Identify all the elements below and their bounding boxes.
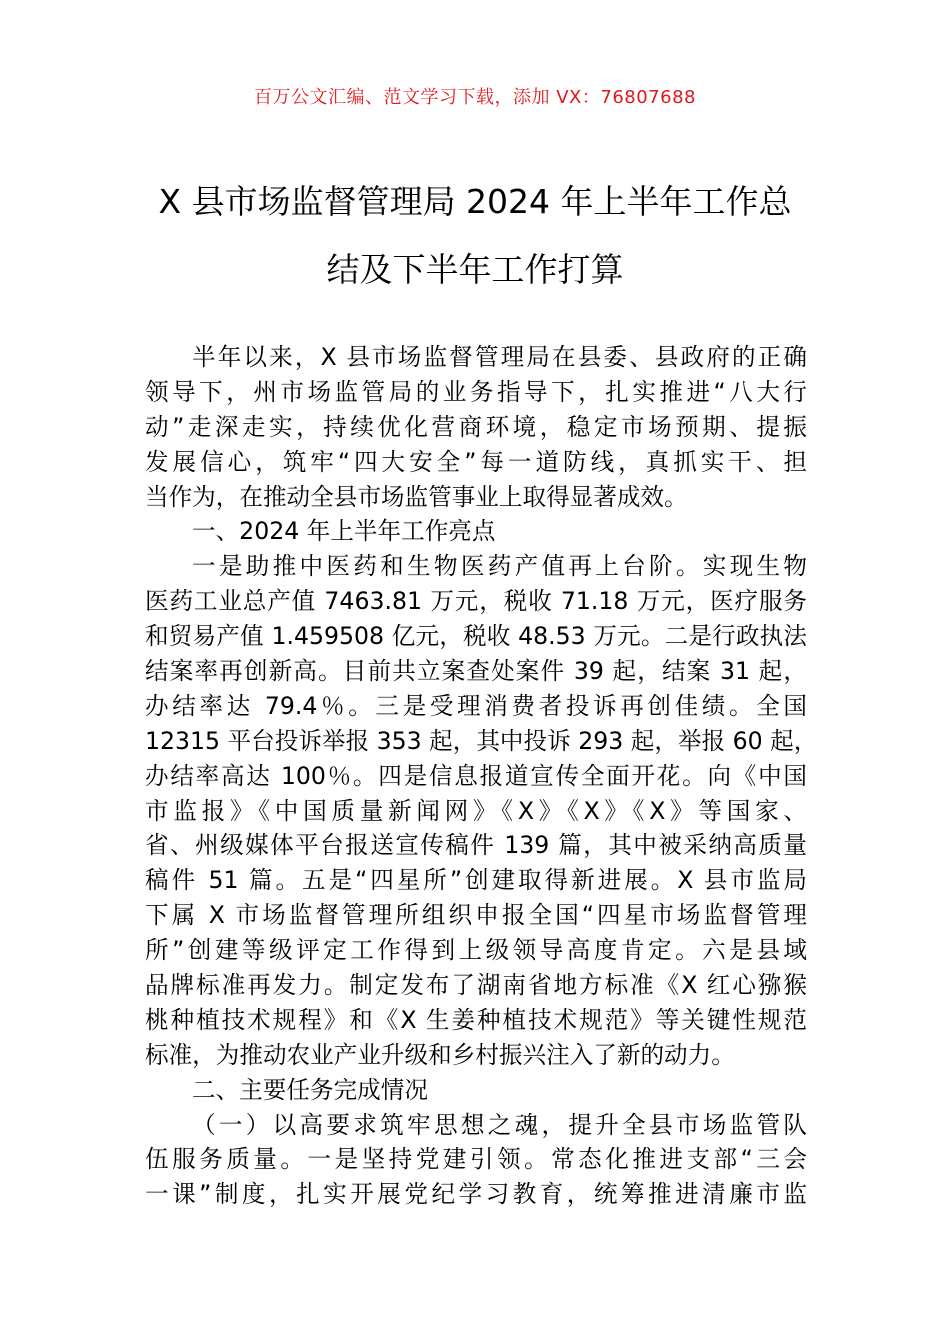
document-body [145,340,818,1212]
paragraph-task-line: （一）以高要求筑牢思想之魂，提升全县市场监管队 [192,1110,807,1139]
paragraph-intro-line: 发展信心，筑牢“四大安全”每一道防线，真抓实干、担 [145,447,807,476]
paragraph-highlights-line: 市监报》《中国质量新闻网》《X》《X》《X》等国家、 [145,796,807,825]
paragraph-intro-line: 半年以来，X 县市场监督管理局在县委、县政府的正确 [192,343,807,371]
paragraph-task-line: 一课”制度，扎实开展党纪学习教育，统筹推进清廉市监 [145,1180,807,1209]
paragraph-highlights-line: 桃种植技术规程》和《X 生姜种植技术规范》等关键性规范 [145,1005,807,1034]
paragraph-highlights-line: 办结率达 79.4％。三是受理消费者投诉再创佳绩。全国 [145,691,807,720]
paragraph-intro-line: 领导下，州市场监管局的业务指导下，扎实推进“八大行 [145,377,807,406]
paragraph-highlights-line: 标准，为推动农业产业升级和乡村振兴注入了新的动力。 [145,1040,735,1069]
paragraph-highlights-line: 医药工业总产值 7463.81 万元，税收 71.18 万元，医疗服务 [145,587,807,616]
section-heading-1: 一、2024 年上半年工作亮点 [192,517,496,546]
paragraph-highlights-line: 品牌标准再发力。制定发布了湖南省地方标准《X 红心猕猴 [145,971,807,1000]
paragraph-highlights-line: 省、州级媒体平台报送宣传稿件 139 篇，其中被采纳高质量 [145,831,807,860]
watermark-banner: 百万公文汇编、范文学习下载，添加 VX：76807688 [254,87,696,108]
paragraph-highlights-line: 稿件 51 篇。五是“四星所”创建取得新进展。X 县市监局 [145,866,807,895]
paragraph-intro-line: 动”走深走实，持续优化营商环境，稳定市场预期、提振 [145,412,807,441]
document-title-line-1: X 县市场监督管理局 2024 年上半年工作总 [158,182,792,221]
paragraph-highlights-line: 12315 平台投诉举报 353 起，其中投诉 293 起，举报 60 起， [145,726,818,755]
paragraph-highlights-line: 一是助推中医药和生物医药产值再上台阶。实现生物 [192,552,807,581]
paragraph-task-line: 伍服务质量。一是坚持党建引领。常态化推进支部“三会 [145,1145,807,1174]
paragraph-highlights-line: 办结率高达 100％。四是信息报道宣传全面开花。向《中国 [145,761,807,790]
section-heading-2: 二、主要任务完成情况 [192,1075,428,1104]
document-title-line-2: 结及下半年工作打算 [326,250,624,289]
paragraph-highlights-line: 所”创建等级评定工作得到上级领导高度肯定。六是县域 [145,936,807,965]
paragraph-intro-line: 当作为，在推动全县市场监管事业上取得显著成效。 [145,482,688,511]
paragraph-highlights-line: 和贸易产值 1.459508 亿元，税收 48.53 万元。二是行政执法 [145,622,807,651]
paragraph-highlights-line: 下属 X 市场监督管理所组织申报全国“四星市场监督管理 [145,901,807,930]
paragraph-highlights-line: 结案率再创新高。目前共立案查处案件 39 起，结案 31 起， [145,657,807,686]
